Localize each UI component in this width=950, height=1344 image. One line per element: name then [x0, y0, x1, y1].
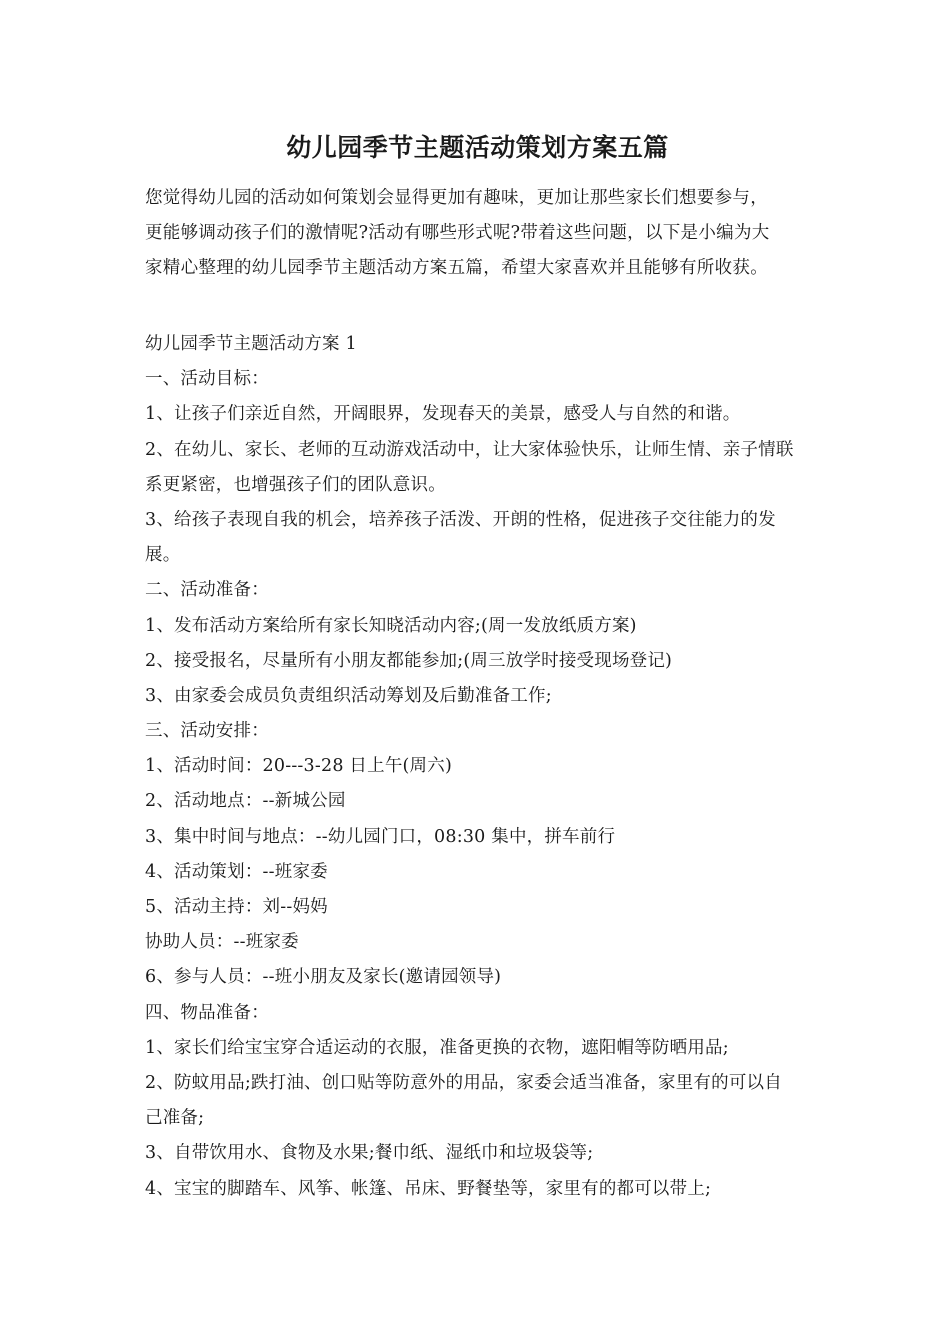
body-line: 协助人员：--班家委	[145, 932, 299, 953]
body-line: 2、防蚊用品;跌打油、创口贴等防意外的用品，家委会适当准备，家里有的可以自	[145, 1072, 782, 1093]
body-line: 1、发布活动方案给所有家长知晓活动内容;(周一发放纸质方案)	[145, 615, 637, 636]
intro-line: 您觉得幼儿园的活动如何策划会显得更加有趣味，更加让那些家长们想要参与，	[145, 188, 768, 208]
subsection-heading: 四、物品准备：	[145, 1002, 269, 1023]
body-line: 1、家长们给宝宝穿合适运动的衣服，准备更换的衣物，遮阳帽等防晒用品;	[145, 1037, 729, 1058]
body-line: 3、给孩子表现自我的机会，培养孩子活泼、开朗的性格，促进孩子交往能力的发	[145, 509, 776, 530]
body-line: 6、参与人员：--班小朋友及家长(邀请园领导)	[145, 967, 502, 988]
body-line: 1、活动时间：20---3-28 日上午(周六)	[145, 756, 452, 777]
intro-line: 家精心整理的幼儿园季节主题活动方案五篇，希望大家喜欢并且能够有所收获。	[145, 258, 768, 278]
body-line: 3、由家委会成员负责组织活动筹划及后勤准备工作;	[145, 685, 552, 706]
body-line: 2、活动地点：--新城公园	[145, 791, 346, 812]
document-title: 幼儿园季节主题活动策划方案五篇	[286, 133, 669, 162]
body-line: 4、宝宝的脚踏车、风筝、帐篷、吊床、野餐垫等，家里有的都可以带上;	[145, 1178, 712, 1199]
body-line: 己准备;	[145, 1108, 205, 1129]
section-heading: 幼儿园季节主题活动方案 1	[145, 334, 357, 354]
intro-paragraph	[145, 181, 810, 286]
document-body	[145, 327, 810, 1207]
body-line: 系更紧密，也增强孩子们的团队意识。	[145, 474, 446, 495]
body-line: 5、活动主持：刘--妈妈	[145, 897, 328, 917]
body-line: 3、集中时间与地点：--幼儿园门口，08:30 集中，拼车前行	[145, 826, 616, 847]
subsection-heading: 三、活动安排：	[145, 721, 269, 742]
body-line: 展。	[145, 545, 181, 566]
subsection-heading: 二、活动准备：	[145, 580, 269, 601]
subsection-heading: 一、活动目标：	[145, 369, 269, 390]
body-line: 2、在幼儿、家长、老师的互动游戏活动中，让大家体验快乐，让师生情、亲子情联	[145, 439, 794, 460]
body-line: 2、接受报名，尽量所有小朋友都能参加;(周三放学时接受现场登记)	[145, 650, 673, 671]
body-line: 3、自带饮用水、食物及水果;餐巾纸、湿纸巾和垃圾袋等;	[145, 1143, 594, 1164]
body-line: 1、让孩子们亲近自然，开阔眼界，发现春天的美景，感受人与自然的和谐。	[145, 404, 741, 425]
intro-line: 更能够调动孩子们的激情呢?活动有哪些形式呢?带着这些问题，以下是小编为大	[145, 223, 770, 243]
body-line: 4、活动策划：--班家委	[145, 861, 328, 882]
